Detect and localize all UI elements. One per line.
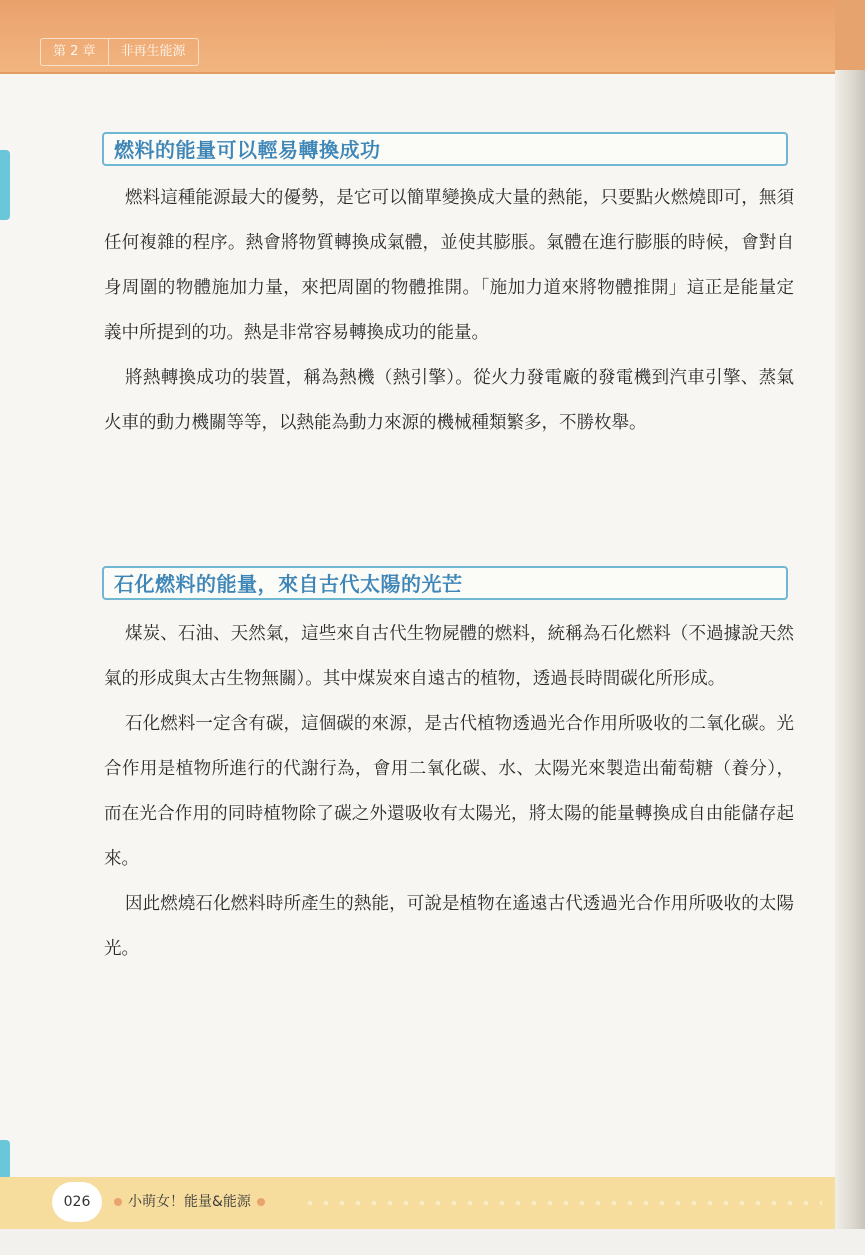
left-edge-tab-bottom xyxy=(0,1140,10,1180)
section-heading-text: 石化燃料的能量，來自古代太陽的光芒 xyxy=(114,572,463,596)
paragraph: 因此燃燒石化燃料時所產生的熱能，可說是植物在遙遠古代透過光合作用所吸收的太陽光。 xyxy=(104,894,794,959)
spine-top-color xyxy=(835,0,865,70)
chapter-title: 非再生能源 xyxy=(120,44,186,59)
page-bottom-edge xyxy=(0,1229,865,1255)
decorative-dots xyxy=(302,1200,822,1206)
left-edge-tab xyxy=(0,150,10,220)
section-heading-text: 燃料的能量可以輕易轉換成功 xyxy=(114,138,381,162)
page-number: 026 xyxy=(52,1182,102,1222)
paragraph: 石化燃料一定含有碳，這個碳的來源，是古代植物透過光合作用所吸收的二氧化碳。光合作用是植物所進行的代謝行為，會用二氧化碳、水、太陽光來製造出葡萄糖（養分），而在光合作用的同時植物除了碳之外還吸收有太陽光，將太陽的能量轉換成自由能儲存起來。 xyxy=(104,714,794,869)
book-title-text: 小萌女！能量&能源 xyxy=(128,1194,251,1210)
section-1-body xyxy=(104,176,794,446)
book-title xyxy=(114,1190,265,1214)
chapter-label xyxy=(40,38,199,66)
paragraph: 煤炭、石油、天然氣，這些來自古代生物屍體的燃料，統稱為石化燃料（不過據說天然氣的形成與太古生物無關）。其中煤炭來自遠古的植物，透過長時間碳化所形成。 xyxy=(104,624,794,689)
paragraph: 將熱轉換成功的裝置，稱為熱機（熱引擎）。從火力發電廠的發電機到汽車引擎、蒸氣火車的動力機關等等，以熱能為動力來源的機械種類繁多，不勝枚舉。 xyxy=(104,368,794,433)
paragraph: 燃料這種能源最大的優勢，是它可以簡單變換成大量的熱能，只要點火燃燒即可，無須任何複雜的程序。熱會將物質轉換成氣體，並使其膨脹。氣體在進行膨脹的時候，會對自身周圍的物體施加力量，來把周圍的物體推開。「施加力道來將物體推開」這正是能量定義中所提到的功。熱是非常容易轉換成功的能量。 xyxy=(104,188,794,343)
chapter-header-band xyxy=(0,0,845,74)
book-spine xyxy=(835,0,865,1255)
section-heading-2 xyxy=(102,566,788,600)
chapter-number: 第 2 章 xyxy=(41,39,109,65)
section-heading-1 xyxy=(102,132,788,166)
bullet-dot-icon xyxy=(257,1198,265,1206)
bullet-dot-icon xyxy=(114,1198,122,1206)
section-2-body xyxy=(104,612,794,972)
